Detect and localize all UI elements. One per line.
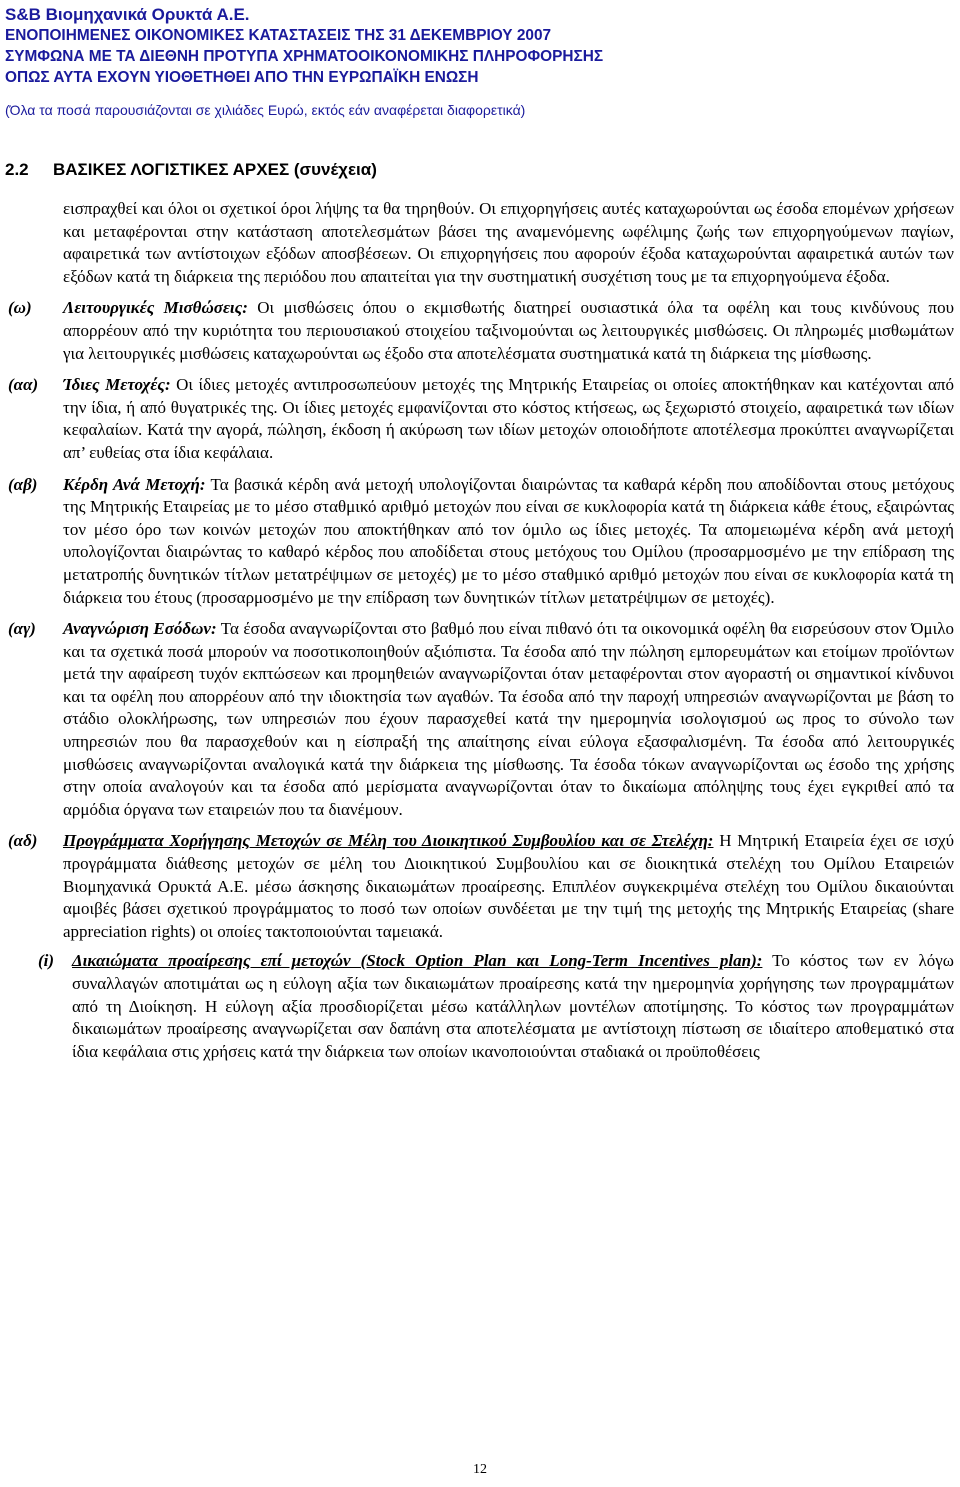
item-treasury-shares — [0, 374, 960, 464]
item-text: Οι μισθώσεις όπου ο εκμισθωτής διατηρεί ουσιαστικά όλα τα οφέλη και τους κινδύνους που απορρέουν από την κυριότητα του περιουσιακού στοιχείου ταξινομούνται ως λειτουργικές μισθώσεις. Οι πληρωμές μισθωμάτων για λειτουργικές μισθώσεις καταχωρούνται ως έξοδο στα αποτελέσματα συστηματικά κατά τη διάρκεια της μίσθωσης. — [63, 298, 954, 363]
intro-paragraph: εισπραχθεί και όλοι οι σχετικοί όροι λήψης τα θα τηρηθούν. Οι επιχορηγήσεις αυτές καταχωρούνται ως έσοδα επομένων χρήσεων και μεταφέρονται στην κατάσταση αποτελεσμάτων βάσει της αναμενόμενης ωφέλιμης ζωής των επιχορηγούμενων παγίων, αφαιρετικά των αντίστοιχων εξόδων αποσβέσεων. Οι επιχορηγήσεις που αφορούν έξοδα καταχωρούνται αφαιρετικά αυτών των εξόδων κατά τη διάρκεια της περιόδου που απαιτείται για την συστηματική συσχέτιση τους με τα επιχορηγούμενα έξοδα. — [63, 199, 954, 286]
item-title: Δικαιώματα προαίρεσης επί μετοχών (Stock Option Plan και Long-Term Incentives plan): — [72, 951, 763, 971]
item-label: (αα) — [8, 375, 39, 395]
document-body — [0, 198, 960, 1063]
item-title: Κέρδη Ανά Μετοχή: — [63, 474, 206, 494]
item-stock-options — [10, 950, 960, 1063]
section-title: ΒΑΣΙΚΕΣ ΛΟΓΙΣΤΙΚΕΣ ΑΡΧΕΣ (συνέχεια) — [53, 160, 377, 179]
item-label: (αγ) — [8, 619, 36, 639]
item-share-programs — [0, 830, 960, 943]
item-label: (αβ) — [8, 474, 38, 494]
item-text: Τα έσοδα αναγνωρίζονται στο βαθμό που είναι πιθανό ότι τα οικονομικά οφέλη θα εισρεύσουν στον Όμιλο και τα σχετικά ποσά μπορούν να ποσοτικοποιηθούν αξιόπιστα. Τα έσοδα από την πώληση εμπορευμάτων και ετοίμων προϊόντων μετά την αφαίρεση τυχόν εκπτώσεων και προμηθειών αναγνωρίζονται όταν μεταφέρονται στον αγοραστή οι σημαντικοί κίνδυνοι και τα οφέλη που απορρέουν από την ιδιοκτησία των αγαθών. Τα έσοδα από την παροχή υπηρεσιών αναγνωρίζονται με βάση το στάδιο ολοκλήρωσης, των υπηρεσιών που έχουν παρασχεθεί κατά την ημερομηνία ισολογισμού ως προς το σύνολο των υπηρεσιών που θα παρασχεθούν και η είσπραξή της απαίτησης είναι εύλογα εξασφαλισμένη. Τα έσοδα από λειτουργικές μισθώσεις αναγνωρίζονται αναλογικά κατά την διάρκεια της μίσθωσης. Τα έσοδα τόκων αναγνωρίζονται ως έσοδο της χρήσης στην οποία αναλογούν και τα έσοδα από μερίσματα αναγνωρίζονται όταν το δικαίωμα απόληψης τους έχει εγκριθεί από τα αρμόδια όργανα των εταιρειών που τα διανέμουν. — [63, 619, 954, 819]
item-earnings-per-share — [0, 474, 960, 610]
header-line-2: ΣΥΜΦΩΝΑ ΜΕ ΤΑ ΔΙΕΘΝΗ ΠΡΟΤΥΠΑ ΧΡΗΜΑΤΟΟΙΚΟΝΟΜΙΚΗΣ ΠΛΗΡΟΦΟΡΗΣΗΣ — [5, 48, 604, 65]
item-label: (ω) — [8, 298, 32, 318]
item-title: Ίδιες Μετοχές: — [63, 375, 171, 395]
company-name: S&B Βιομηχανικά Ορυκτά Α.Ε. — [5, 5, 250, 24]
header-line-3: ΟΠΩΣ ΑΥΤΑ ΕΧΟΥΝ ΥΙΟΘΕΤΗΘΕΙ ΑΠΟ ΤΗΝ ΕΥΡΩΠΑΪΚΗ ΕΝΩΣΗ — [5, 69, 479, 86]
item-title: Αναγνώριση Εσόδων: — [63, 619, 217, 639]
item-revenue-recognition — [0, 618, 960, 821]
item-label: (i) — [38, 951, 55, 971]
document-header — [5, 4, 955, 120]
item-title: Λειτουργικές Μισθώσεις: — [63, 298, 248, 318]
item-text: Το κόστος των εν λόγω συναλλαγών αποτιμάται ως η εύλογη αξία των δικαιωμάτων προαίρεσης κατά την ημερομηνία χορήγησης των προγραμμάτων από τη Διοίκηση. Η εύλογη αξία προσδιορίζεται μέσω κατάλληλων μοντέλων αποτίμησης. Το κόστος των προγραμμάτων δικαιωμάτων προαίρεσης αναγνωρίζεται σαν δαπάνη στα αποτελέσματα με αντίστοιχη πίστωση σε ιδιαίτερο αποθεματικό στα ίδια κεφάλαια στις χρήσεις κατά την διάρκεια των οποίων ικανοποιούνται σταδιακά οι προϋποθέσεις — [72, 951, 954, 1061]
item-text: Οι ίδιες μετοχές αντιπροσωπεύουν μετοχές της Μητρικής Εταιρείας οι οποίες αποκτήθηκαν και κατέχονται από την ίδια, ή από θυγατρικές της. Οι ίδιες μετοχές εμφανίζονται στο κόστος κτήσεως, ως ξεχωριστό στοιχείο, αφαιρετικά των ιδίων κεφαλαίων. Κατά την αγορά, πώληση, έκδοση ή ακύρωση των ιδίων μετοχών οποιοδήποτε αποτέλεσμα προκύπτει αναγνωρίζεται απ’ ευθείας στα ίδια κεφάλαια. — [63, 375, 954, 462]
header-line-1: ΕΝΟΠΟΙΗΜΕΝΕΣ ΟΙΚΟΝΟΜΙΚΕΣ ΚΑΤΑΣΤΑΣΕΙΣ ΤΗΣ 31 ΔΕΚΕΜΒΡΙΟΥ 2007 — [5, 27, 552, 44]
item-label: (αδ) — [8, 831, 38, 851]
item-operating-leases — [0, 297, 960, 365]
page-number: 12 — [473, 1462, 487, 1477]
section-number: 2.2 — [5, 160, 29, 179]
item-title: Προγράμματα Χορήγησης Μετοχών σε Μέλη του Διοικητικού Συμβουλίου και σε Στελέχη: — [63, 831, 714, 851]
currency-note: (Όλα τα ποσά παρουσιάζονται σε χιλιάδες Ευρώ, εκτός εάν αναφέρεται διαφορετικά) — [5, 102, 526, 118]
section-heading — [5, 160, 377, 180]
item-text: Τα βασικά κέρδη ανά μετοχή υπολογίζονται διαιρώντας τα καθαρά κέρδη που αποδίδονται στους μετόχους της Μητρικής Εταιρείας με το μέσο σταθμικό αριθμό μετοχών που είναι σε κυκλοφορία κατά τη διάρκεια κάθε έτους, εξαιρώντας τον μέσο όρο των κοινών μετοχών που αποκτήθηκαν από τον όμιλο ως ίδιες μετοχές. Τα απομειωμένα κέρδη ανά μετοχή υπολογίζονται διαιρώντας το καθαρό κέρδος που αποδίδεται στους μετόχους του Ομίλου (προσαρμοσμένο με την επίδραση της μετατροπής δυνητικών τίτλων μετατρέψιμων σε μετοχές) με το μέσο σταθμικό αριθμό μετοχών που είναι σε κυκλοφορία κατά τη διάρκεια του έτους (προσαρμοσμένο με την επίδραση των δυνητικών τίτλων μετατρέψιμων σε μετοχές). — [63, 474, 954, 607]
item-text: Η Μητρική Εταιρεία έχει σε ισχύ προγράμματα διάθεσης μετοχών σε μέλη του Διοικητικού Συμβουλίου και σε διοικητικά στελέχη του Ομίλου Εταιρειών Βιομηχανικά Ορυκτά Α.Ε. μέσω άσκησης δικαιωμάτων προαίρεσης. Επιπλέον συγκεκριμένα στελέχη του Ομίλου δικαιούνται αμοιβές βάσει σχετικού προγράμματος το ποσό των οποίων συνδέεται με την τιμή της μετοχής της Μητρικής Εταιρείας (share appreciation rights) οι οποίες τακτοποιούνται ταμειακά. — [63, 831, 954, 941]
